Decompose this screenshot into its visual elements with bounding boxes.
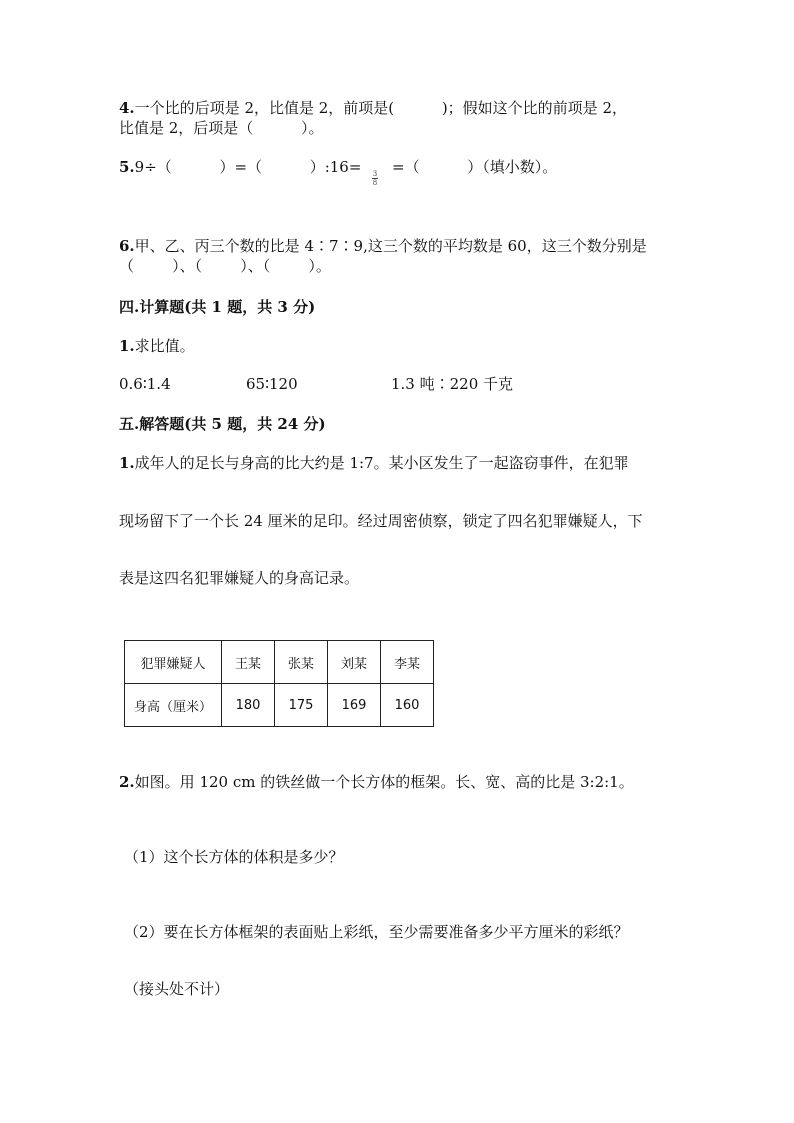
table-cell: 160 xyxy=(381,684,434,727)
q5-fraction-numerator: 3 xyxy=(372,170,378,178)
section5-q2-number: 2. xyxy=(119,773,135,791)
table-cell: 175 xyxy=(275,684,328,727)
section5-q2-sub1: （1）这个长方体的体积是多少？ xyxy=(124,848,344,866)
section4-expr-1: 0.6∶1.4 xyxy=(119,375,171,393)
q6-number: 6. xyxy=(119,237,135,255)
section4-heading: 四.计算题(共 1 题，共 3 分) xyxy=(119,298,316,316)
section5-q2-note: （接头处不计） xyxy=(124,980,230,998)
table-header-cell: 王某 xyxy=(222,641,275,684)
section5-q1-line1 xyxy=(119,453,629,473)
q4-text-line1: 一个比的后项是 2，比值是 2，前项是( )；假如这个比的前项是 2， xyxy=(134,99,627,117)
section4-expr-3: 1.3 吨∶220 千克 xyxy=(391,375,514,393)
table-row xyxy=(125,684,434,727)
q5-fraction-denominator: 8 xyxy=(372,179,378,187)
q5-part1: 9÷（ ）=（ ）:16= xyxy=(134,158,362,176)
table-header-cell: 张某 xyxy=(275,641,328,684)
table-header-row xyxy=(125,641,434,684)
section5-q1-line3: 表是这四名犯罪嫌疑人的身高记录。 xyxy=(119,569,360,587)
table-header-cell: 刘某 xyxy=(328,641,381,684)
q4-number: 4. xyxy=(119,99,135,117)
q6-line1 xyxy=(119,236,647,256)
section4-q1-number: 1. xyxy=(119,337,135,355)
q4-line1 xyxy=(119,98,627,118)
section5-q2 xyxy=(119,772,634,792)
q5-part2: =（ ）（填小数）。 xyxy=(392,158,558,176)
section5-q1-number: 1. xyxy=(119,454,135,472)
table-header-cell: 犯罪嫌疑人 xyxy=(125,641,222,684)
q6-line2: （ ）、（ ）、（ ）。 xyxy=(119,257,331,275)
section5-q1-line2: 现场留下了一个长 24 厘米的足印。经过周密侦察，锁定了四名犯罪嫌疑人，下 xyxy=(119,512,643,530)
q5-fraction xyxy=(371,170,379,187)
table-header-cell: 李某 xyxy=(381,641,434,684)
q5-line xyxy=(119,157,361,177)
suspect-height-table xyxy=(124,640,434,727)
q6-text-line1: 甲、乙、丙三个数的比是 4∶7∶9,这三个数的平均数是 60，这三个数分别是 xyxy=(134,237,647,255)
q5-number: 5. xyxy=(119,158,135,176)
section5-q2-sub2: （2）要在长方体框架的表面贴上彩纸，至少需要准备多少平方厘米的彩纸？ xyxy=(124,923,629,941)
section5-q2-text: 如图。用 120 cm 的铁丝做一个长方体的框架。长、宽、高的比是 3:2:1。 xyxy=(134,773,634,791)
section4-expr-2: 65∶120 xyxy=(246,375,298,393)
table-cell: 身高（厘米） xyxy=(125,684,222,727)
table-cell: 180 xyxy=(222,684,275,727)
section4-q1-text: 求比值。 xyxy=(134,337,195,355)
section5-q1-text-line1: 成年人的足长与身高的比大约是 1:7。某小区发生了一起盗窃事件，在犯罪 xyxy=(134,454,629,472)
section4-q1 xyxy=(119,336,195,356)
section5-heading: 五.解答题(共 5 题，共 24 分) xyxy=(119,415,326,433)
table-cell: 169 xyxy=(328,684,381,727)
q4-line2: 比值是 2，后项是（ ）。 xyxy=(119,119,324,137)
